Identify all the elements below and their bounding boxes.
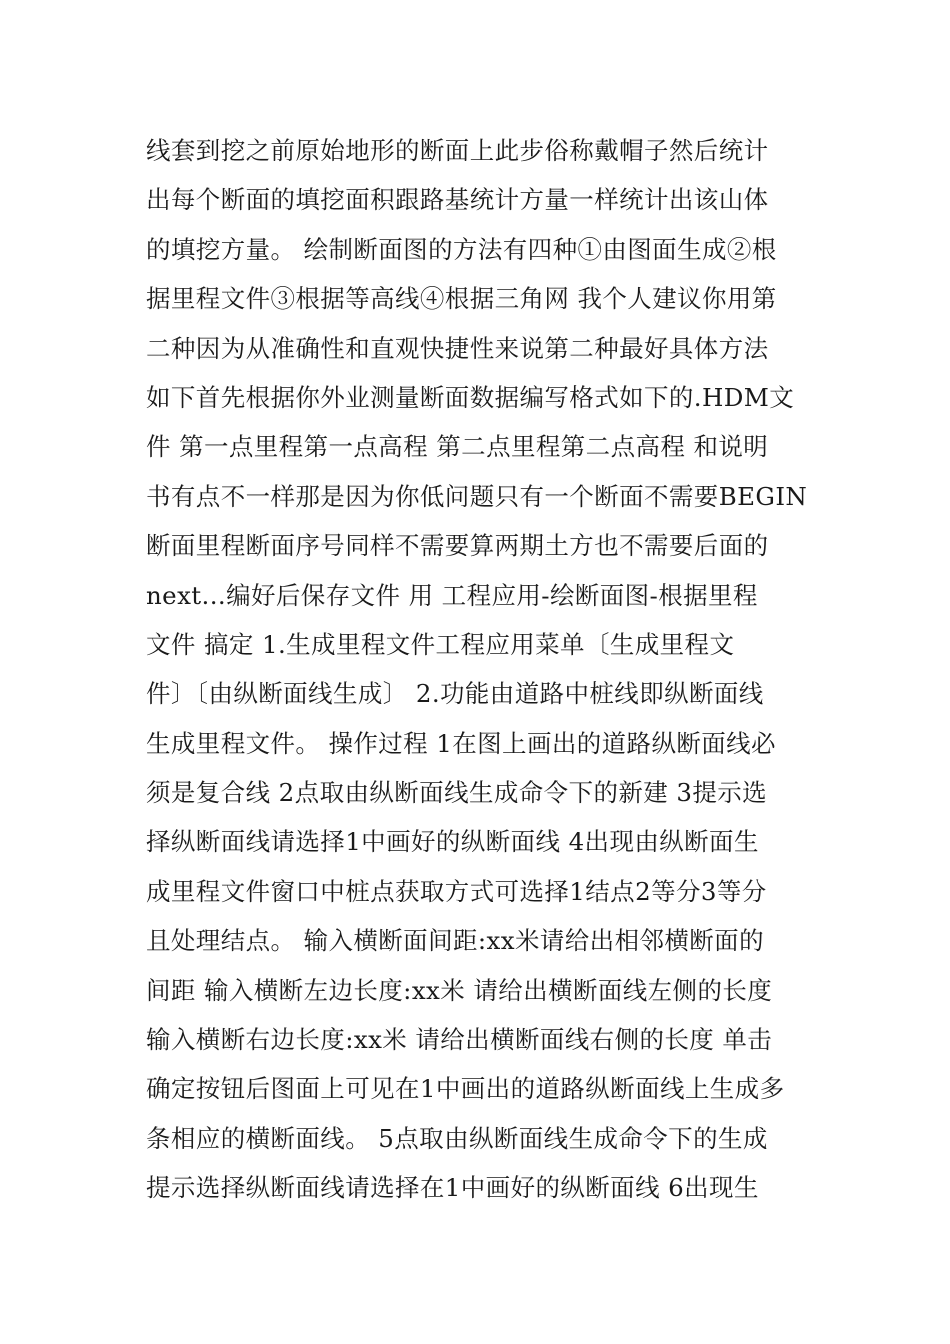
text-line: 生成里程文件。 操作过程 1在图上画出的道路纵断面线必: [146, 728, 776, 758]
text-line: 据里程文件③根据等高线④根据三角网 我个人建议你用第: [146, 284, 777, 314]
text-line: 文件 搞定 1.生成里程文件工程应用菜单〔生成里程文: [146, 629, 735, 659]
text-line: 条相应的横断面线。 5点取由纵断面线生成命令下的生成: [146, 1123, 768, 1153]
text-line: 须是复合线 2点取由纵断面线生成命令下的新建 3提示选: [146, 778, 768, 808]
text-line: 件〕〔由纵断面线生成〕 2.功能由道路中桩线即纵断面线: [146, 679, 764, 709]
text-line: 书有点不一样那是因为你低问题只有一个断面不需要BEGIN: [146, 481, 808, 511]
text-line: 择纵断面线请选择1中画好的纵断面线 4出现由纵断面生: [146, 827, 759, 857]
text-line: 断面里程断面序号同样不需要算两期土方也不需要后面的: [146, 531, 769, 561]
text-line: 且处理结点。 输入横断面间距:xx米请给出相邻横断面的: [146, 926, 764, 956]
text-line: 成里程文件窗口中桩点获取方式可选择1结点2等分3等分: [146, 876, 767, 906]
text-line: next...编好后保存文件 用 工程应用-绘断面图-根据里程: [146, 580, 758, 610]
text-line: 间距 输入横断左边长度:xx米 请给出横断面线左侧的长度: [146, 975, 773, 1005]
text-line: 输入横断右边长度:xx米 请给出横断面线右侧的长度 单击: [146, 1025, 773, 1055]
text-line: 线套到挖之前原始地形的断面上此步俗称戴帽子然后统计: [146, 136, 769, 165]
body-text: [146, 133, 816, 1220]
text-line: 如下首先根据你外业测量断面数据编写格式如下的.HDM文: [146, 382, 795, 412]
text-line: 提示选择纵断面线请选择在1中画好的纵断面线 6出现生: [146, 1173, 759, 1203]
text-line: 件 第一点里程第一点高程 第二点里程第二点高程 和说明: [146, 432, 769, 462]
text-line: 出每个断面的填挖面积跟路基统计方量一样统计出该山体: [146, 185, 769, 215]
text-line: 确定按钮后图面上可见在1中画出的道路纵断面线上生成多: [146, 1074, 785, 1104]
text-line: 的填挖方量。 绘制断面图的方法有四种①由图面生成②根: [146, 234, 777, 264]
text-line: 二种因为从准确性和直观快捷性来说第二种最好具体方法: [146, 333, 769, 363]
